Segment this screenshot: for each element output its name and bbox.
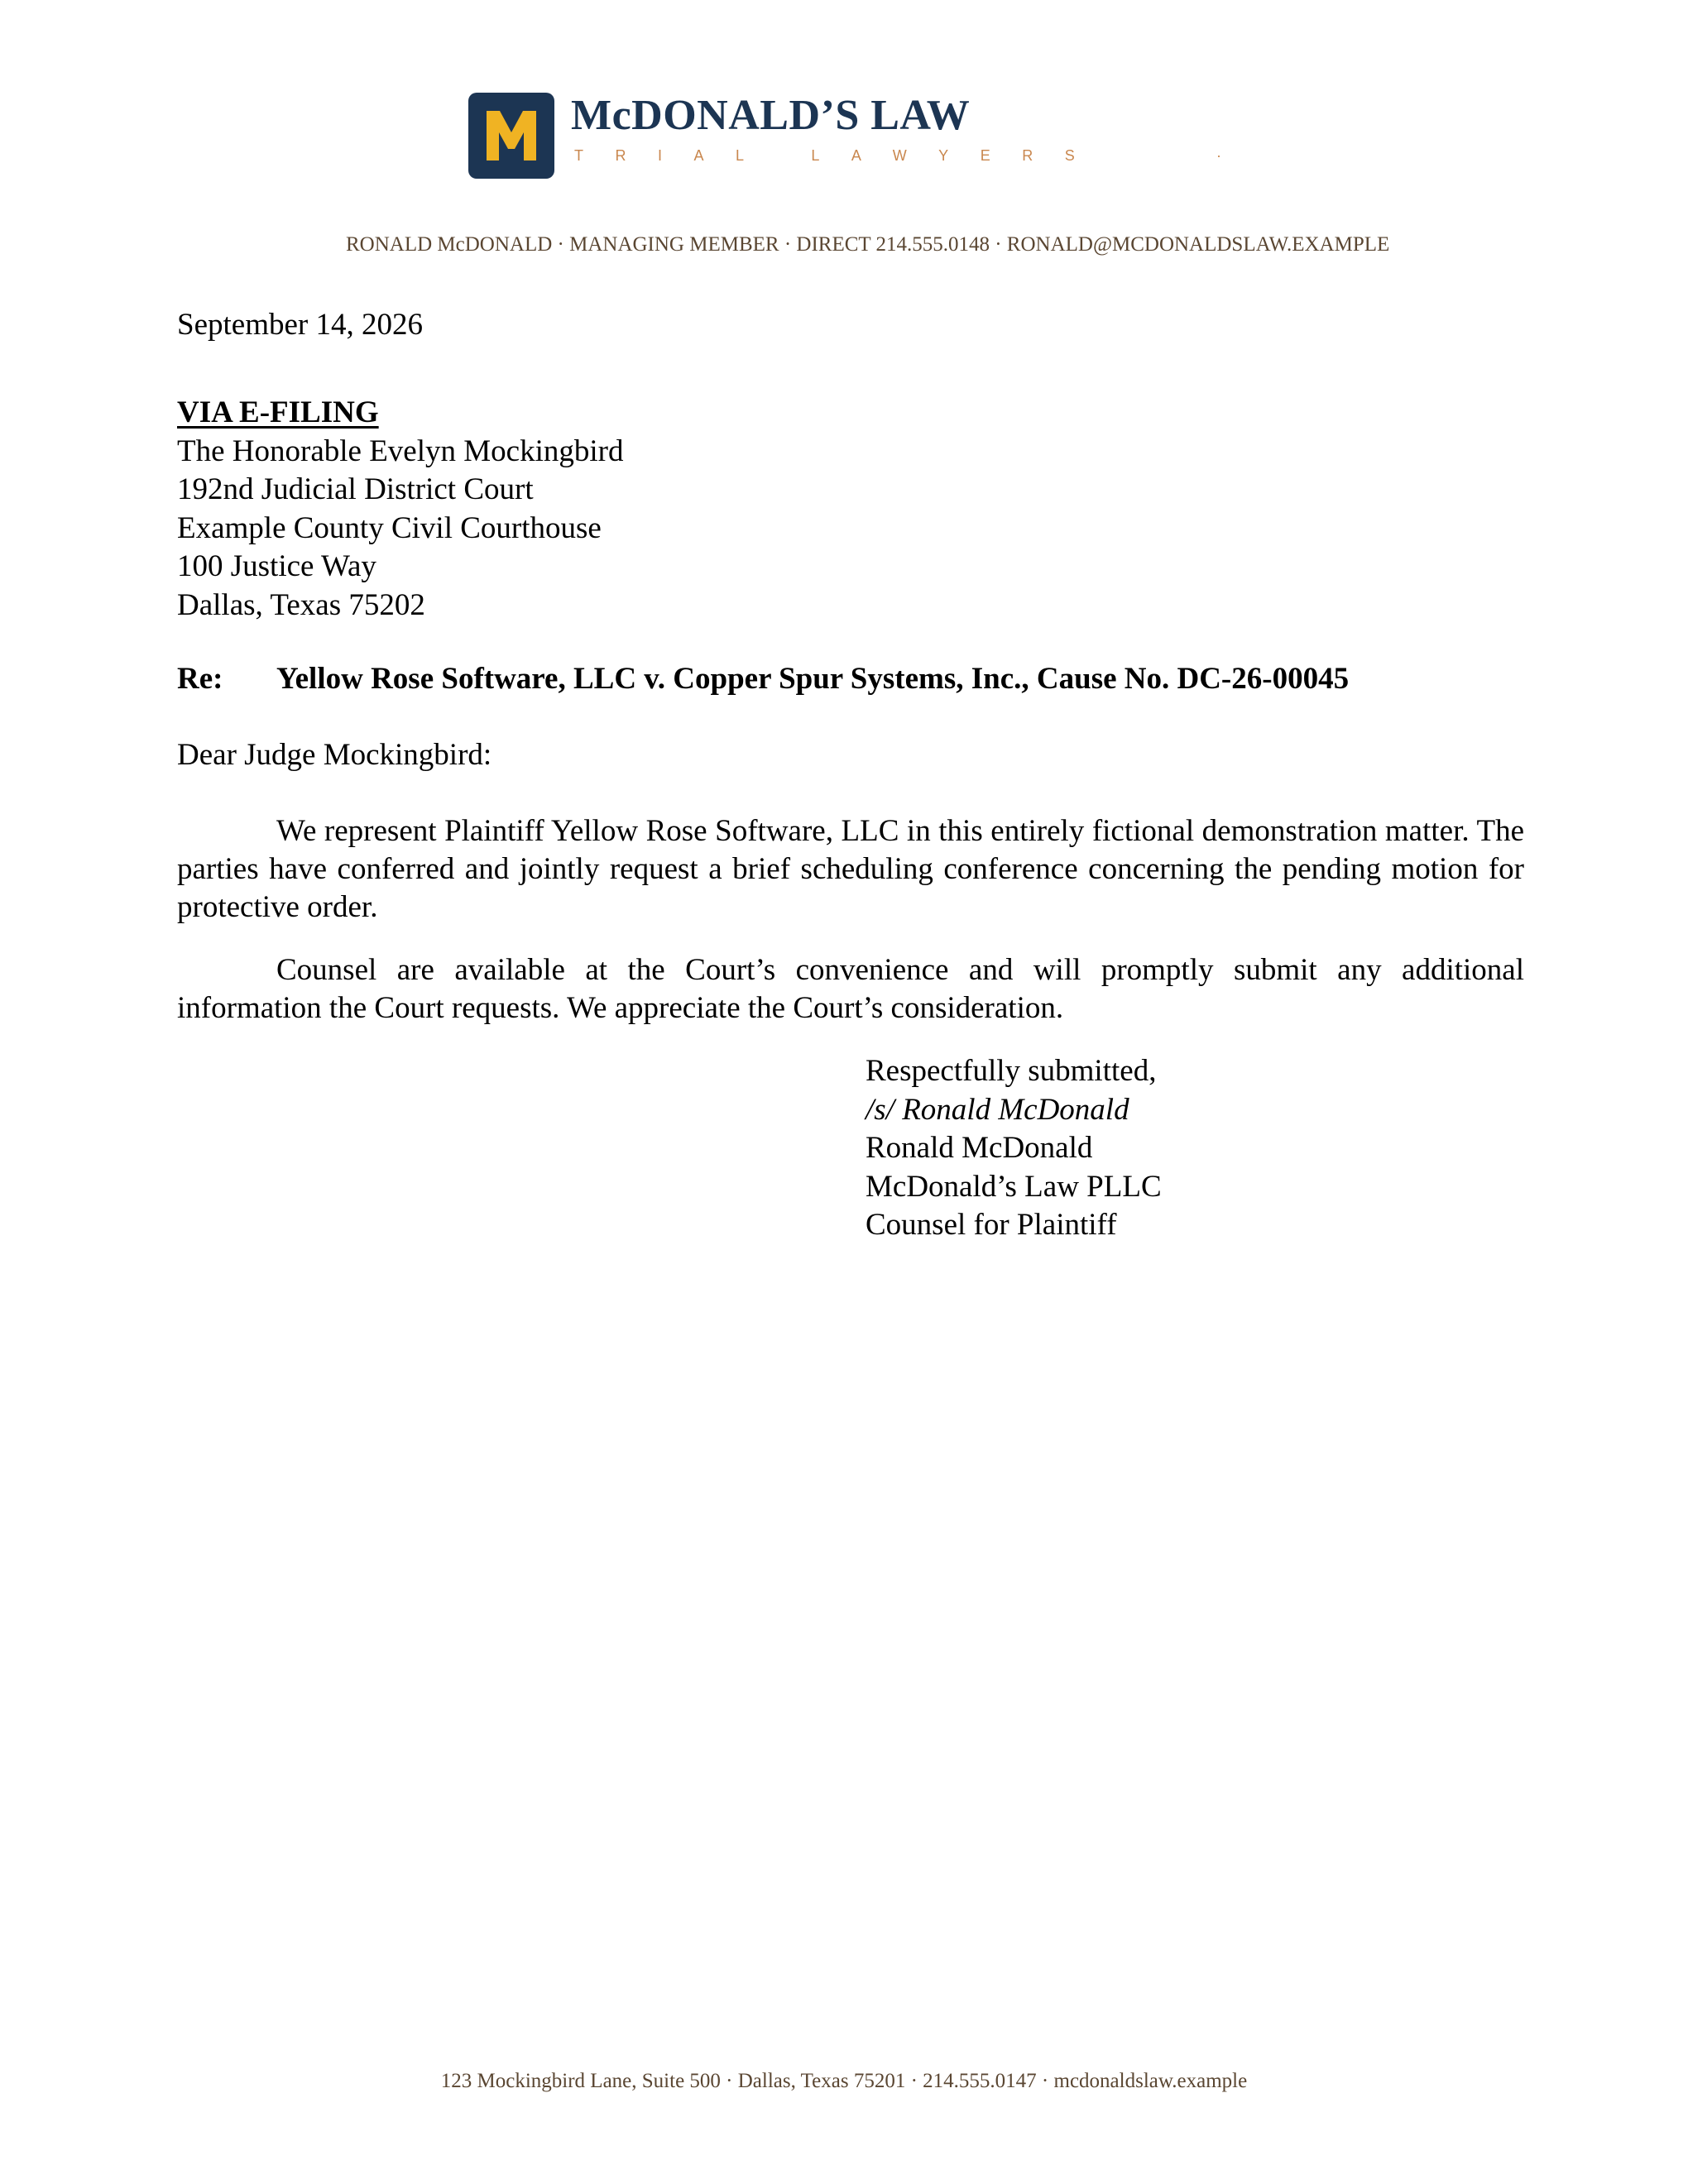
firm-tagline: TRIAL LAWYERS	[574, 147, 1107, 164]
body-paragraph-2: Counsel are available at the Court’s convenience and will promptly submit any additional information the Court requests. We appreciate the Court’s consideration.	[177, 953, 1524, 1025]
re-label: Re:	[177, 662, 223, 696]
signature-block	[866, 1052, 1162, 1245]
recipient-block	[177, 394, 623, 625]
letter-date: September 14, 2026	[177, 308, 423, 342]
signer-role: Counsel for Plaintiff	[866, 1208, 1117, 1243]
recipient-name: The Honorable Evelyn Mockingbird	[177, 433, 624, 468]
recipient-court: 192nd Judicial District Court	[177, 472, 534, 507]
electronic-signature: /s/ Ronald McDonald	[866, 1092, 1129, 1127]
footer-address: 123 Mockingbird Lane, Suite 500 · Dallas, Texas 75201 · 214.555.0147 · mcdonaldslaw.example	[440, 2070, 1248, 2092]
re-subject: Yellow Rose Software, LLC v. Copper Spur Systems, Inc., Cause No. DC-26-00045	[276, 662, 1350, 696]
recipient-city-state-zip: Dallas, Texas 75202	[177, 587, 425, 622]
recipient-street: 100 Justice Way	[177, 549, 376, 584]
delivery-method: VIA E-FILING	[177, 395, 379, 429]
logo-m-glyph-icon	[485, 111, 538, 160]
body-paragraph-1: We represent Plaintiff Yellow Rose Software, LLC in this entirely fictional demonstration matter. The parties have conferred and jointly request a brief scheduling conference concerning the pending motion for protective order.	[177, 814, 1524, 924]
contact-line: RONALD McDONALD · MANAGING MEMBER · DIRECT 214.555.0148 · RONALD@MCDONALDSLAW.EXAMPLE	[346, 233, 1390, 256]
closing: Respectfully submitted,	[866, 1054, 1157, 1088]
tagline-dot: ·	[1216, 147, 1221, 164]
signer-name: Ronald McDonald	[866, 1131, 1093, 1166]
salutation: Dear Judge Mockingbird:	[177, 738, 492, 772]
firm-logo-mark	[468, 93, 554, 179]
firm-name: McDONALD’S LAW	[571, 92, 971, 139]
signer-firm: McDonald’s Law PLLC	[866, 1169, 1162, 1204]
recipient-building: Example County Civil Courthouse	[177, 510, 602, 545]
